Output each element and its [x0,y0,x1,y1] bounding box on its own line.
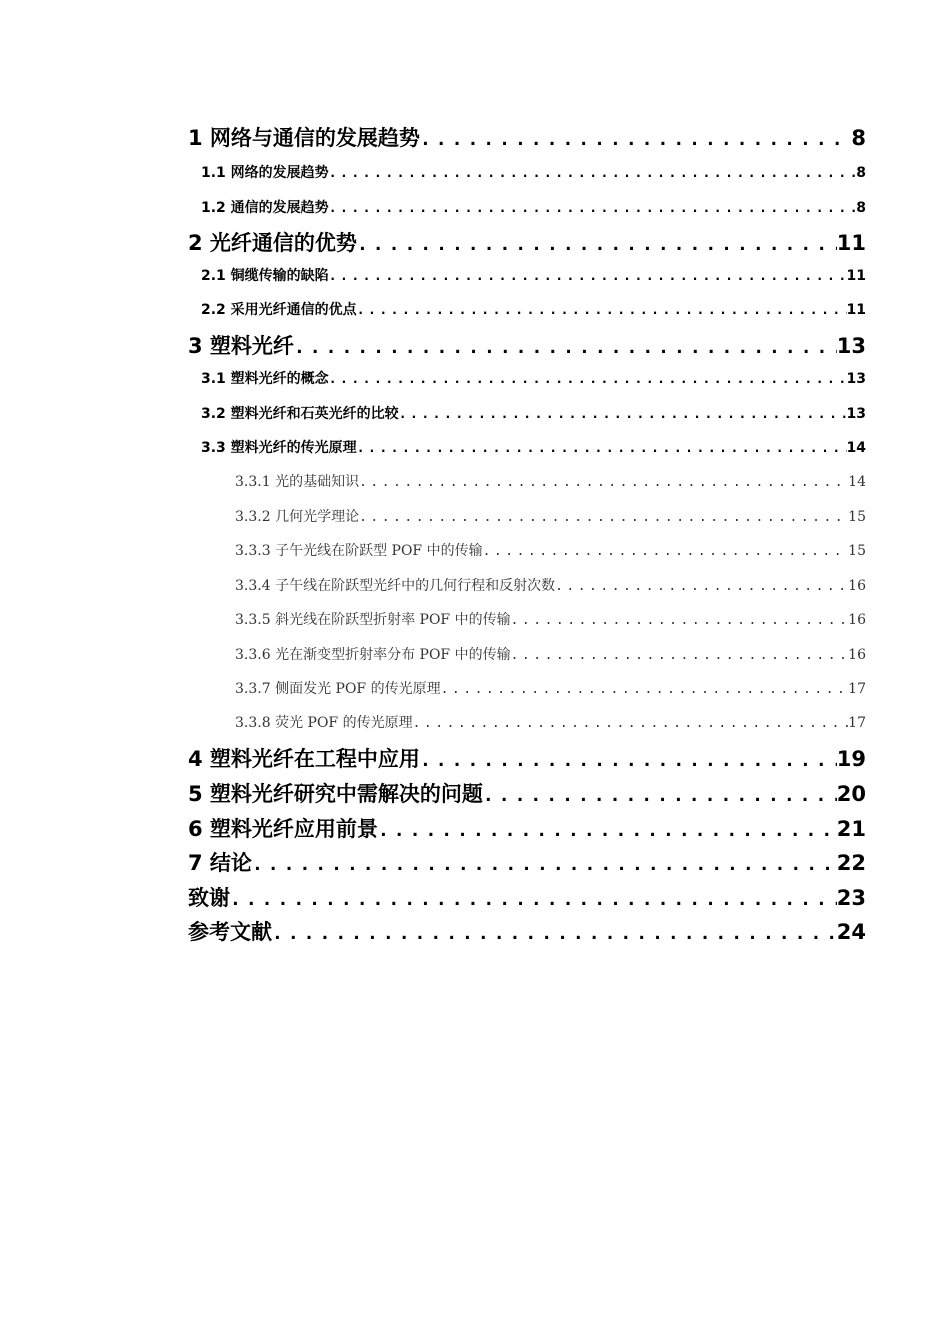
toc-entry-title: 4 塑料光纤在工程中应用 [188,747,420,771]
toc-entry-page: 16 [848,612,866,628]
toc-entry-page: 11 [846,302,866,318]
toc-entry[interactable] [201,197,866,217]
toc-entry-page: 16 [848,647,866,663]
toc-entry-title: 7 结论 [188,851,252,875]
toc-entry-title: 3.3.2 几何光学理论 [235,509,360,525]
toc-entry-page: 8 [851,126,866,150]
toc-entry-title: 3.3.4 子午线在阶跃型光纤中的几何行程和反射次数 [235,578,556,594]
toc-entry-page: 13 [846,371,866,387]
toc-leader-dots [329,372,847,387]
toc-entry-page: 20 [836,782,866,806]
toc-entry-title: 参考文献 [188,920,272,944]
toc-entry-title: 1.1 网络的发展趋势 [201,165,329,181]
toc-leader-dots [329,269,847,284]
toc-entry-page: 21 [836,817,866,841]
toc-entry-title: 1.2 通信的发展趋势 [201,200,329,216]
toc-entry-page: 23 [836,886,866,910]
toc-entry-title: 3.3.8 荧光 POF 的传光原理 [235,715,413,731]
toc-entry-title: 3.3.7 侧面发光 POF 的传光原理 [235,681,441,697]
toc-entry-title: 6 塑料光纤应用前景 [188,817,378,841]
toc-leader-dots [357,441,847,456]
toc-entry[interactable] [235,575,866,595]
toc-entry-title: 3 塑料光纤 [188,334,294,358]
toc-entry-page: 19 [836,747,866,771]
toc-leader-dots [329,201,857,216]
toc-entry[interactable] [188,882,866,912]
toc-entry[interactable] [188,227,866,257]
toc-leader-dots [357,234,837,255]
toc-entry-title: 1 网络与通信的发展趋势 [188,126,420,150]
toc-entry-title: 5 塑料光纤研究中需解决的问题 [188,782,483,806]
toc-leader-dots [399,407,847,422]
toc-leader-dots [359,510,848,525]
toc-entry-page: 13 [836,334,866,358]
toc-entry-page: 8 [856,165,866,181]
toc-leader-dots [329,166,857,181]
toc-entry-title: 3.3.5 斜光线在阶跃型折射率 POF 中的传输 [235,612,511,628]
toc-entry-title: 2.1 铜缆传输的缺陷 [201,268,329,284]
toc-leader-dots [555,579,848,594]
toc-leader-dots [483,544,849,559]
toc-entry-page: 15 [848,509,866,525]
toc-entry[interactable] [235,712,866,732]
toc-entry[interactable] [235,644,866,664]
toc-leader-dots [378,820,837,841]
toc-leader-dots [420,750,837,771]
toc-leader-dots [294,337,837,358]
toc-entry-page: 11 [846,268,866,284]
toc-entry-title: 3.3.6 光在渐变型折射率分布 POF 中的传输 [235,647,511,663]
toc-entry-title: 3.3 塑料光纤的传光原理 [201,440,357,456]
toc-entry-page: 17 [848,715,866,731]
toc-entry[interactable] [235,540,866,560]
toc-leader-dots [441,682,849,697]
toc-leader-dots [511,648,849,663]
toc-entry-title: 致谢 [188,886,230,910]
toc-entry[interactable] [201,437,866,457]
toc-entry-title: 2.2 采用光纤通信的优点 [201,302,357,318]
toc-leader-dots [483,785,837,806]
toc-entry[interactable] [235,678,866,698]
toc-entry-page: 11 [836,231,866,255]
toc-entry-page: 15 [848,543,866,559]
toc-entry[interactable] [188,847,866,877]
toc-entry-title: 3.2 塑料光纤和石英光纤的比较 [201,406,399,422]
toc-entry-page: 17 [848,681,866,697]
toc-entry-page: 14 [848,474,866,490]
toc-entry-page: 24 [836,920,866,944]
toc-entry[interactable] [201,162,866,182]
toc-leader-dots [230,889,837,910]
toc-entry[interactable] [201,403,866,423]
toc-leader-dots [272,923,837,944]
toc-leader-dots [252,854,837,875]
toc-entry[interactable] [188,122,866,152]
toc-entry-page: 14 [846,440,866,456]
toc-entry[interactable] [188,916,866,946]
toc-entry[interactable] [235,506,866,526]
toc-entry-page: 16 [848,578,866,594]
toc-entry[interactable] [201,299,866,319]
toc-leader-dots [413,716,849,731]
toc-entry[interactable] [188,778,866,808]
toc-entry-title: 3.3.3 子午光线在阶跃型 POF 中的传输 [235,543,483,559]
toc-entry[interactable] [201,368,866,388]
toc-leader-dots [420,129,851,150]
toc-entry-title: 2 光纤通信的优势 [188,231,357,255]
toc-entry[interactable] [188,743,866,773]
toc-leader-dots [511,613,849,628]
toc-leader-dots [359,475,848,490]
toc-entry-page: 8 [856,200,866,216]
toc-entry[interactable] [201,265,866,285]
toc-entry[interactable] [235,609,866,629]
toc-entry-page: 13 [846,406,866,422]
toc-entry[interactable] [188,330,866,360]
toc-leader-dots [357,303,847,318]
toc-entry[interactable] [188,813,866,843]
toc-entry[interactable] [235,471,866,491]
toc-entry-title: 3.3.1 光的基础知识 [235,474,360,490]
toc-entry-page: 22 [836,851,866,875]
toc-entry-title: 3.1 塑料光纤的概念 [201,371,329,387]
